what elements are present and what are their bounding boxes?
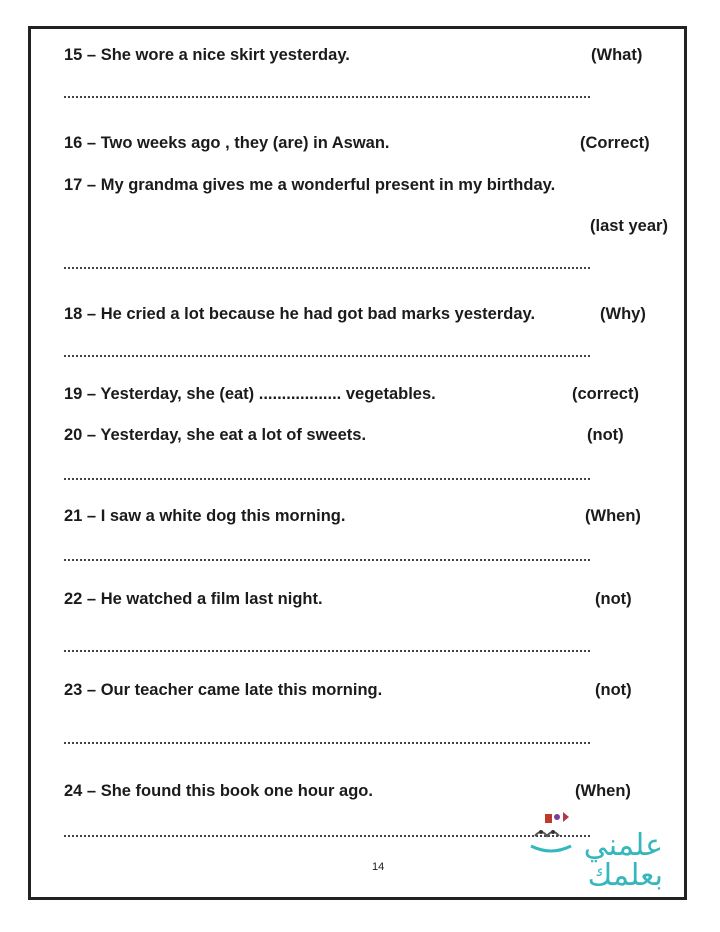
logo-text-top: علمني (583, 828, 663, 863)
page-border (28, 26, 687, 900)
brand-logo (515, 806, 675, 898)
question-23: 23 – Our teacher came late this morning. (64, 681, 383, 699)
question-24-hint: (When) (575, 782, 631, 800)
question-15: 15 – She wore a nice skirt yesterday. (64, 46, 350, 64)
question-17: 17 – My grandma gives me a wonderful present in my birthday. (64, 176, 556, 194)
answer-line-21[interactable] (64, 559, 590, 561)
question-21-hint: (When) (585, 507, 641, 525)
question-21: 21 – I saw a white dog this morning. (64, 507, 346, 525)
question-24: 24 – She found this book one hour ago. (64, 782, 373, 800)
logo-text-bottom: بعلمك (587, 858, 663, 893)
question-20: 20 – Yesterday, she eat a lot of sweets. (64, 426, 367, 444)
answer-line-15[interactable] (64, 96, 590, 98)
question-23-hint: (not) (595, 681, 632, 699)
answer-line-20[interactable] (64, 478, 590, 480)
doodle-icon (523, 806, 593, 856)
question-22: 22 – He watched a film last night. (64, 590, 323, 608)
answer-line-24[interactable] (64, 835, 590, 837)
question-15-hint: (What) (591, 46, 643, 64)
question-18-hint: (Why) (600, 305, 646, 323)
question-18: 18 – He cried a lot because he had got bad marks yesterday. (64, 305, 536, 323)
answer-line-22[interactable] (64, 650, 590, 652)
question-16: 16 – Two weeks ago , they (are) in Aswan. (64, 134, 390, 152)
answer-line-23[interactable] (64, 742, 590, 744)
question-16-hint: (Correct) (580, 134, 650, 152)
page-number: 14 (372, 861, 385, 873)
question-17-hint: (last year) (590, 217, 668, 235)
question-20-hint: (not) (587, 426, 624, 444)
question-22-hint: (not) (595, 590, 632, 608)
answer-line-18[interactable] (64, 355, 590, 357)
question-19: 19 – Yesterday, she (eat) .................. vegetables. (64, 385, 436, 403)
question-19-hint: (correct) (572, 385, 639, 403)
answer-line-17[interactable] (64, 267, 590, 269)
